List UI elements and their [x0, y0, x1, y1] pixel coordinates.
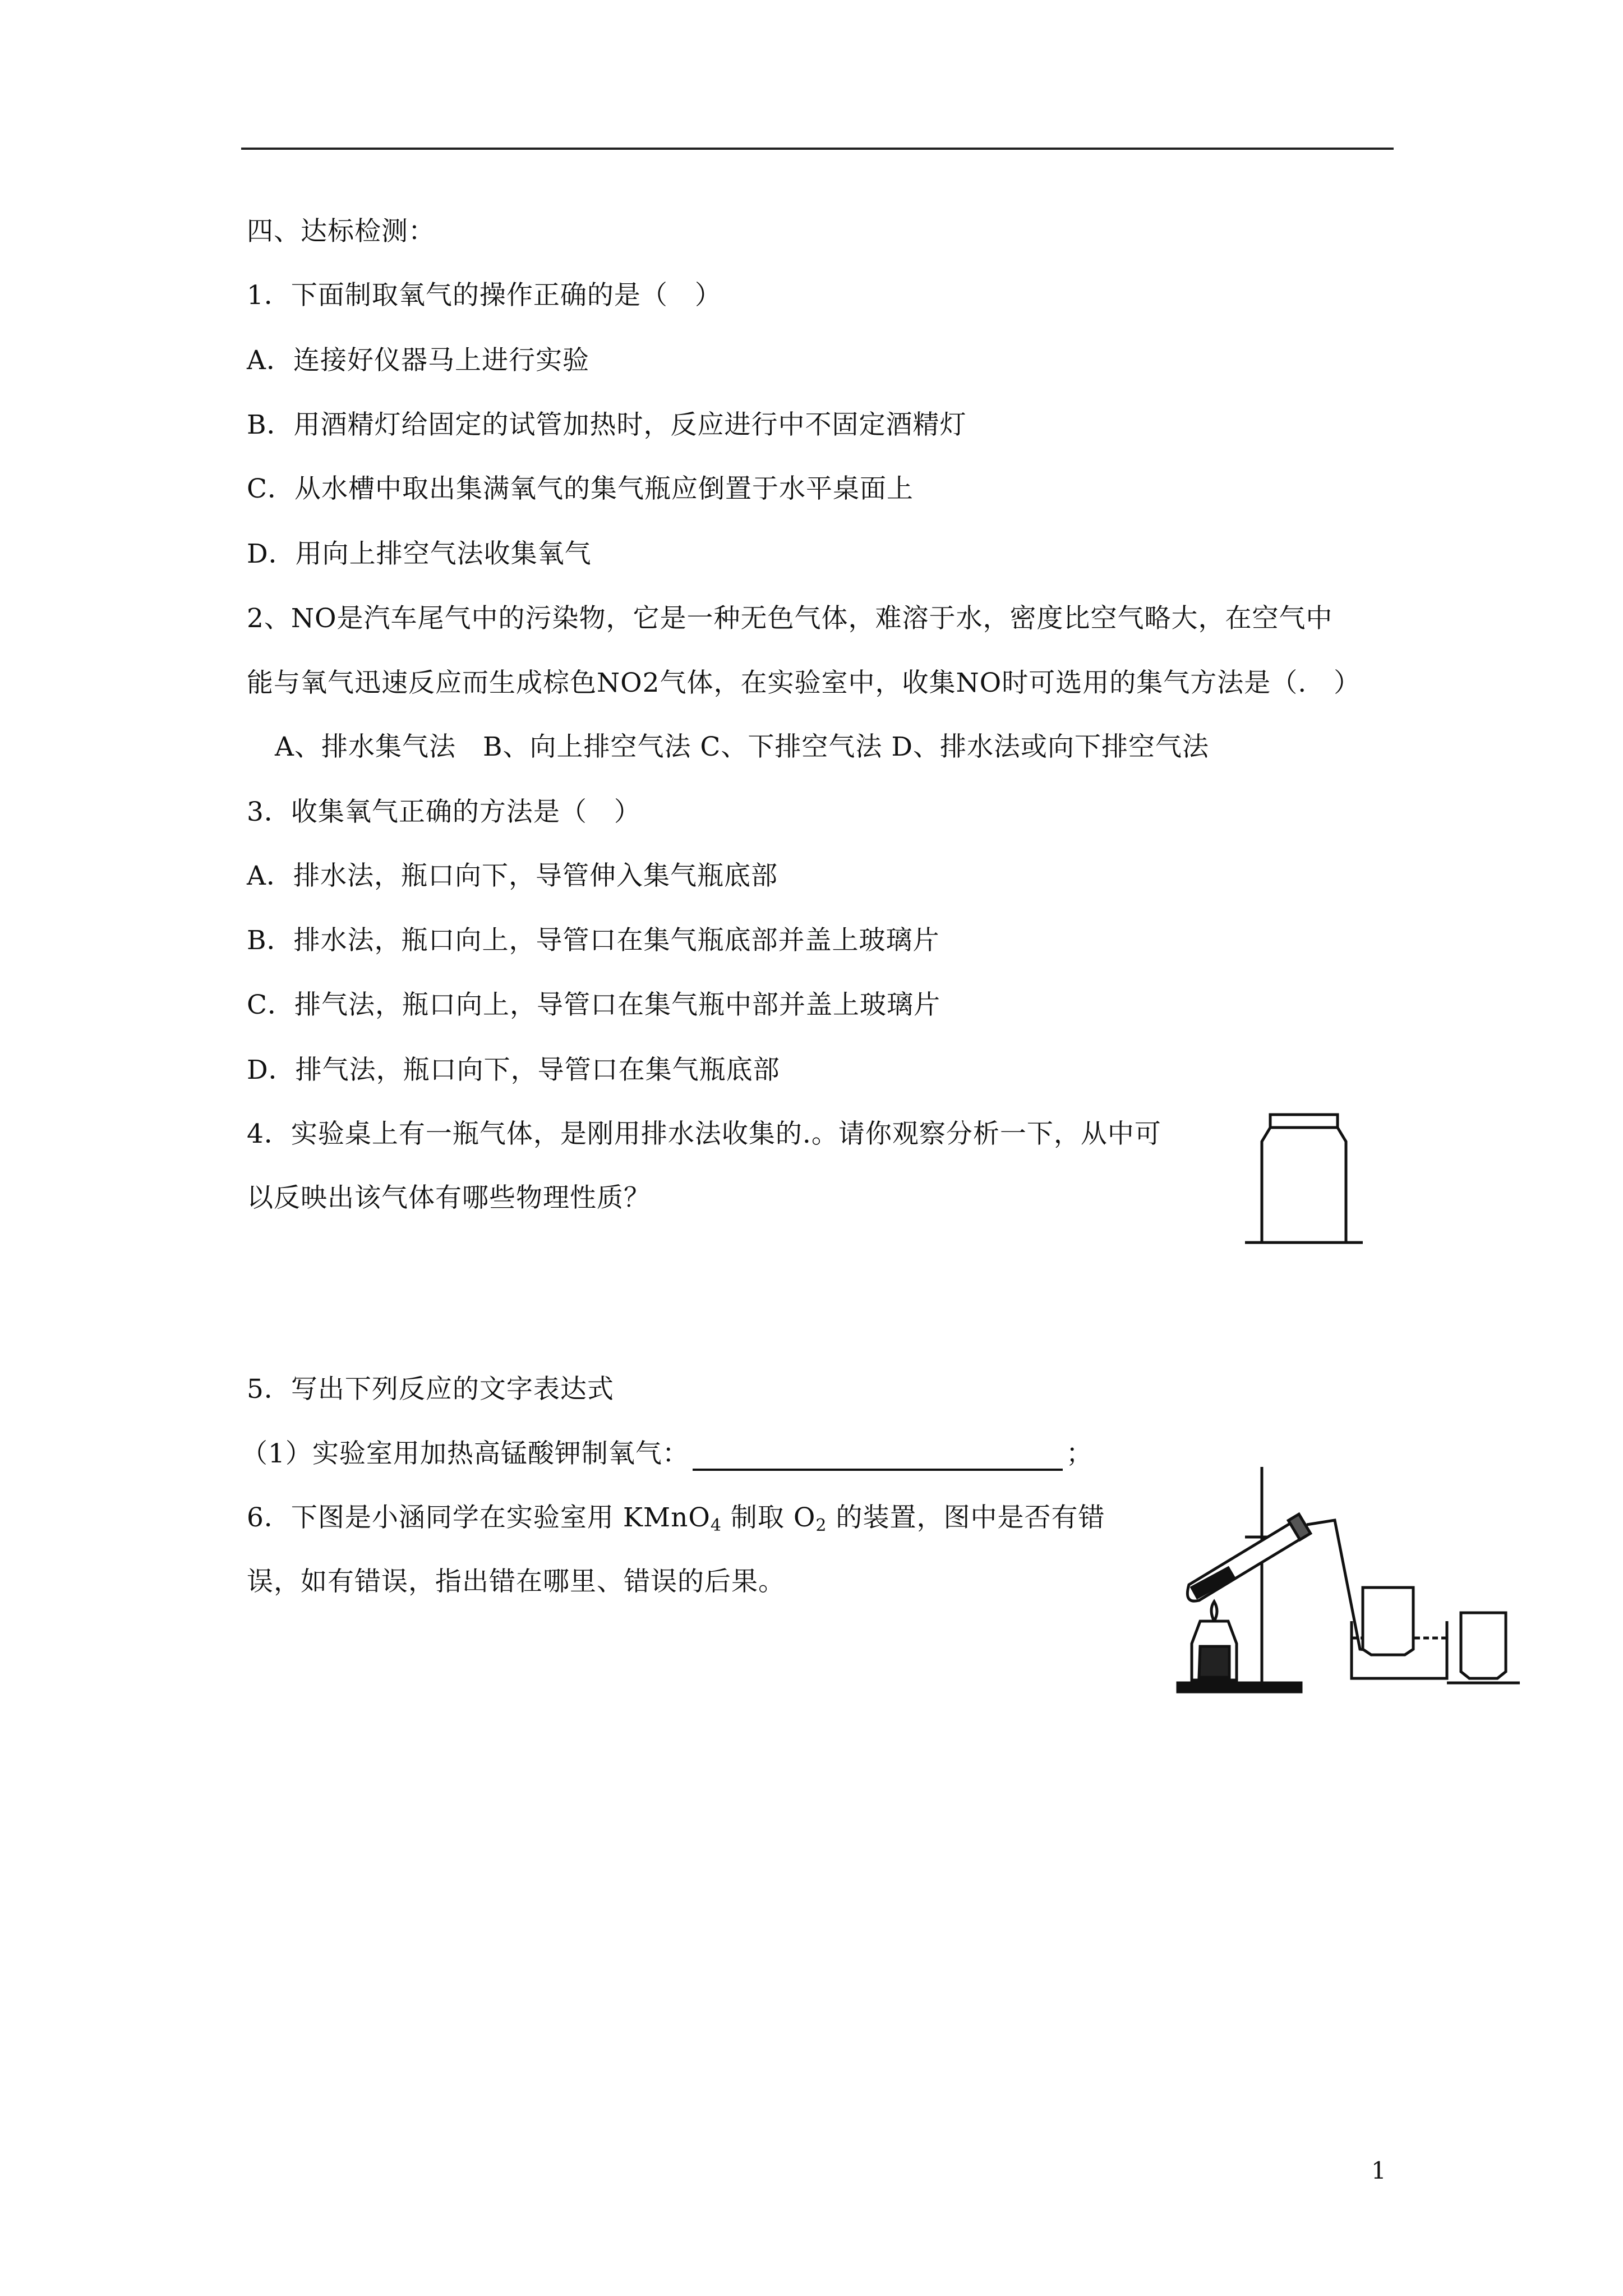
- q1-stem: 1．下面制取氧气的操作正确的是（ ）: [247, 280, 722, 311]
- oxygen-apparatus-figure: [1166, 1453, 1525, 1700]
- q2-options: A、排水集气法 B、向上排空气法 C、下排空气法 D、排水法或向下排空气法: [275, 731, 1210, 762]
- q3-stem: 3．收集氧气正确的方法是（ ）: [247, 797, 641, 827]
- q6-line1: [247, 1501, 1105, 1543]
- q3-option-d: D．排气法，瓶口向下，导管口在集气瓶底部: [247, 1055, 780, 1085]
- q4-line1: 4．实验桌上有一瓶气体，是刚用排水法收集的.。请你观察分析一下，从中可: [247, 1119, 1161, 1149]
- q5-stem: 5．写出下列反应的文字表达式: [247, 1374, 614, 1405]
- q1-option-c: C．从水槽中取出集满氧气的集气瓶应倒置于水平桌面上: [247, 473, 914, 504]
- q6-sub-2: 2: [815, 1516, 827, 1535]
- page-number: 1: [1371, 2157, 1386, 2184]
- q6-line2: 误，如有错误，指出错在哪里、错误的后果。: [247, 1566, 785, 1597]
- q2-line1: 2、NO是汽车尾气中的污染物，它是一种无色气体，难溶于水，密度比空气略大，在空气中: [247, 603, 1333, 634]
- q2-line2: 能与氧气迅速反应而生成棕色NO2气体，在实验室中，收集NO时可选用的集气方法是（. ）: [247, 668, 1361, 698]
- q1-option-a: A．连接好仪器马上进行实验: [247, 345, 589, 376]
- q6-sub-4: 4: [710, 1516, 722, 1535]
- q6-text-c: 的装置，图中是否有错: [827, 1502, 1105, 1533]
- q3-option-b: B．排水法，瓶口向上，导管口在集气瓶底部并盖上玻璃片: [247, 925, 940, 956]
- q5-item1: [241, 1437, 1093, 1471]
- header-rule: [241, 148, 1394, 150]
- q3-option-c: C．排气法，瓶口向上，导管口在集气瓶中部并盖上玻璃片: [247, 990, 940, 1020]
- q1-option-d: D．用向上排空气法收集氧气: [247, 539, 592, 569]
- q6-text-a: 6．下图是小涵同学在实验室用 KMnO: [247, 1502, 711, 1533]
- q4-line2: 以反映出该气体有哪些物理性质？: [247, 1182, 651, 1213]
- q5-item1-prefix: （1）实验室用加热高锰酸钾制氧气：: [241, 1438, 689, 1469]
- q6-text-b: 制取 O: [721, 1502, 816, 1533]
- q3-option-a: A．排水法，瓶口向下，导管伸入集气瓶底部: [247, 861, 778, 891]
- q1-option-b: B．用酒精灯给固定的试管加热时，反应进行中不固定酒精灯: [247, 409, 967, 440]
- section-title: 四、达标检测：: [247, 216, 435, 247]
- gas-bottle-figure: [1242, 1108, 1366, 1259]
- q5-item1-suffix: ；: [1066, 1438, 1093, 1469]
- q5-answer-blank[interactable]: [693, 1439, 1063, 1471]
